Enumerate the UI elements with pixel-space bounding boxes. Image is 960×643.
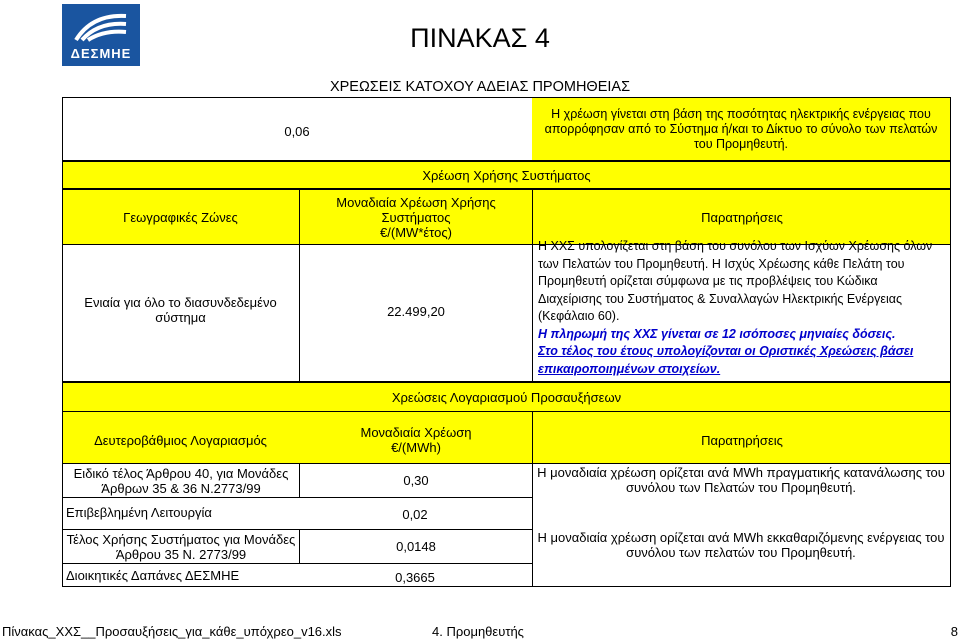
- account-row-4-label: Διοικητικές Δαπάνες ΔΕΣΜΗΕ: [66, 568, 240, 583]
- note-plain: Η ΧΧΣ υπολογίζεται στη βάση του συνόλου των Ισχύων Χρέωσης όλων των Πελατών του Προμηθευτή. Η Ισχύς Χρέωσης κάθε Πελάτη του Προμηθευτή ορίζεται σύμφωνα με τις προβλέψεις του Κώδικα Διαχείρισης του Συστήματος & Συναλλαγών Ηλεκτρικής Ενέργειας (Κεφάλαιο 60).: [538, 239, 933, 323]
- col-zones-header: Γεωγραφικές Ζώνες: [123, 209, 238, 225]
- col-unit2-header: [300, 418, 532, 462]
- accounting-section-title: Χρεώσεις Λογαριασμού Προσαυξήσεων: [62, 382, 951, 412]
- page-title: ΠΙΝΑΚΑΣ 4: [410, 22, 550, 53]
- zone-cell: Ενιαία για όλο το διασυνδεδεμένο σύστημα: [84, 295, 277, 325]
- footer-filename: Πίνακας_ΧΧΣ__Προσαυξήσεις_για_κάθε_υπόχρεο_v16.xls: [2, 624, 342, 639]
- logo-text: ΔΕΣΜΗΕ: [70, 45, 132, 61]
- top-value: 0,06: [284, 123, 310, 139]
- account-row-3-label: Τέλος Χρήσης Συστήματος για Μονάδες Άρθρου 35 Ν. 2773/99: [66, 531, 296, 562]
- note-underline: Στο τέλος του έτους υπολογίζονται οι Οριστικές Χρεώσεις βάσει επικαιροποιημένων στοιχείων.: [538, 344, 914, 376]
- col-notes-header: Παρατηρήσεις: [701, 209, 783, 225]
- account-row-1-label: Ειδικό τέλος Άρθρου 40, για Μονάδες Άρθρων 35 & 36 Ν.2773/99: [73, 465, 289, 496]
- top-note: Η χρέωση γίνεται στη βάση της ποσότητας ηλεκτρικής ενέργειας που απορρόφησαν από το Σύστημα ή/και το Δίκτυο το σύνολο των πελατών του Προμηθευτή.: [532, 98, 950, 160]
- col-unit2-header-line1: Μοναδιαία Χρέωση: [360, 425, 472, 440]
- account-row-1-value: 0,30: [403, 473, 429, 488]
- page-subtitle: ΧΡΕΩΣΕΙΣ ΚΑΤΟΧΟΥ ΑΔΕΙΑΣ ΠΡΟΜΗΘΕΙΑΣ: [329, 79, 631, 95]
- system-use-note: [538, 238, 944, 376]
- col-unit2-header-line2: €/(MWh): [391, 440, 441, 455]
- col-notes2-header: Παρατηρήσεις: [701, 432, 783, 448]
- footer-sheet: 4. Προμηθευτής: [432, 624, 524, 639]
- account-row-2-label: Επιβεβλημένη Λειτουργία: [66, 505, 212, 520]
- logo-graphic: [72, 10, 130, 44]
- note-bold: Η πληρωμή της ΧΧΣ γίνεται σε 12 ισόποσες μηνιαίες δόσεις.: [538, 326, 896, 341]
- account-row-4-value: 0,3665: [395, 569, 435, 585]
- col-unit-header: [300, 189, 532, 245]
- accounting-note-1: Η μοναδιαία χρέωση ορίζεται ανά MWh πραγματικής κατανάλωσης του συνόλου των Πελατών του Προμηθευτή.: [537, 465, 945, 495]
- col-unit-header-line1: Μοναδιαία Χρέωση Χρήσης Συστήματος: [336, 194, 496, 225]
- desmie-logo: [62, 4, 140, 66]
- account-row-2-value: 0,02: [402, 506, 428, 522]
- system-use-value: 22.499,20: [387, 303, 445, 319]
- footer-page: 8: [950, 624, 958, 639]
- account-row-3-value: 0,0148: [396, 539, 436, 554]
- col-account-header: Δευτεροβάθμιος Λογαριασμός: [94, 432, 267, 448]
- col-unit-header-line2: €/(MW*έτος): [380, 224, 452, 240]
- accounting-note-2: Η μοναδιαία χρέωση ορίζεται ανά MWh εκκαθαριζόμενης ενέργειας του συνόλου των πελατών του Προμηθευτή.: [537, 530, 945, 560]
- system-use-section-title: Χρέωση Χρήσης Συστήματος: [62, 161, 951, 189]
